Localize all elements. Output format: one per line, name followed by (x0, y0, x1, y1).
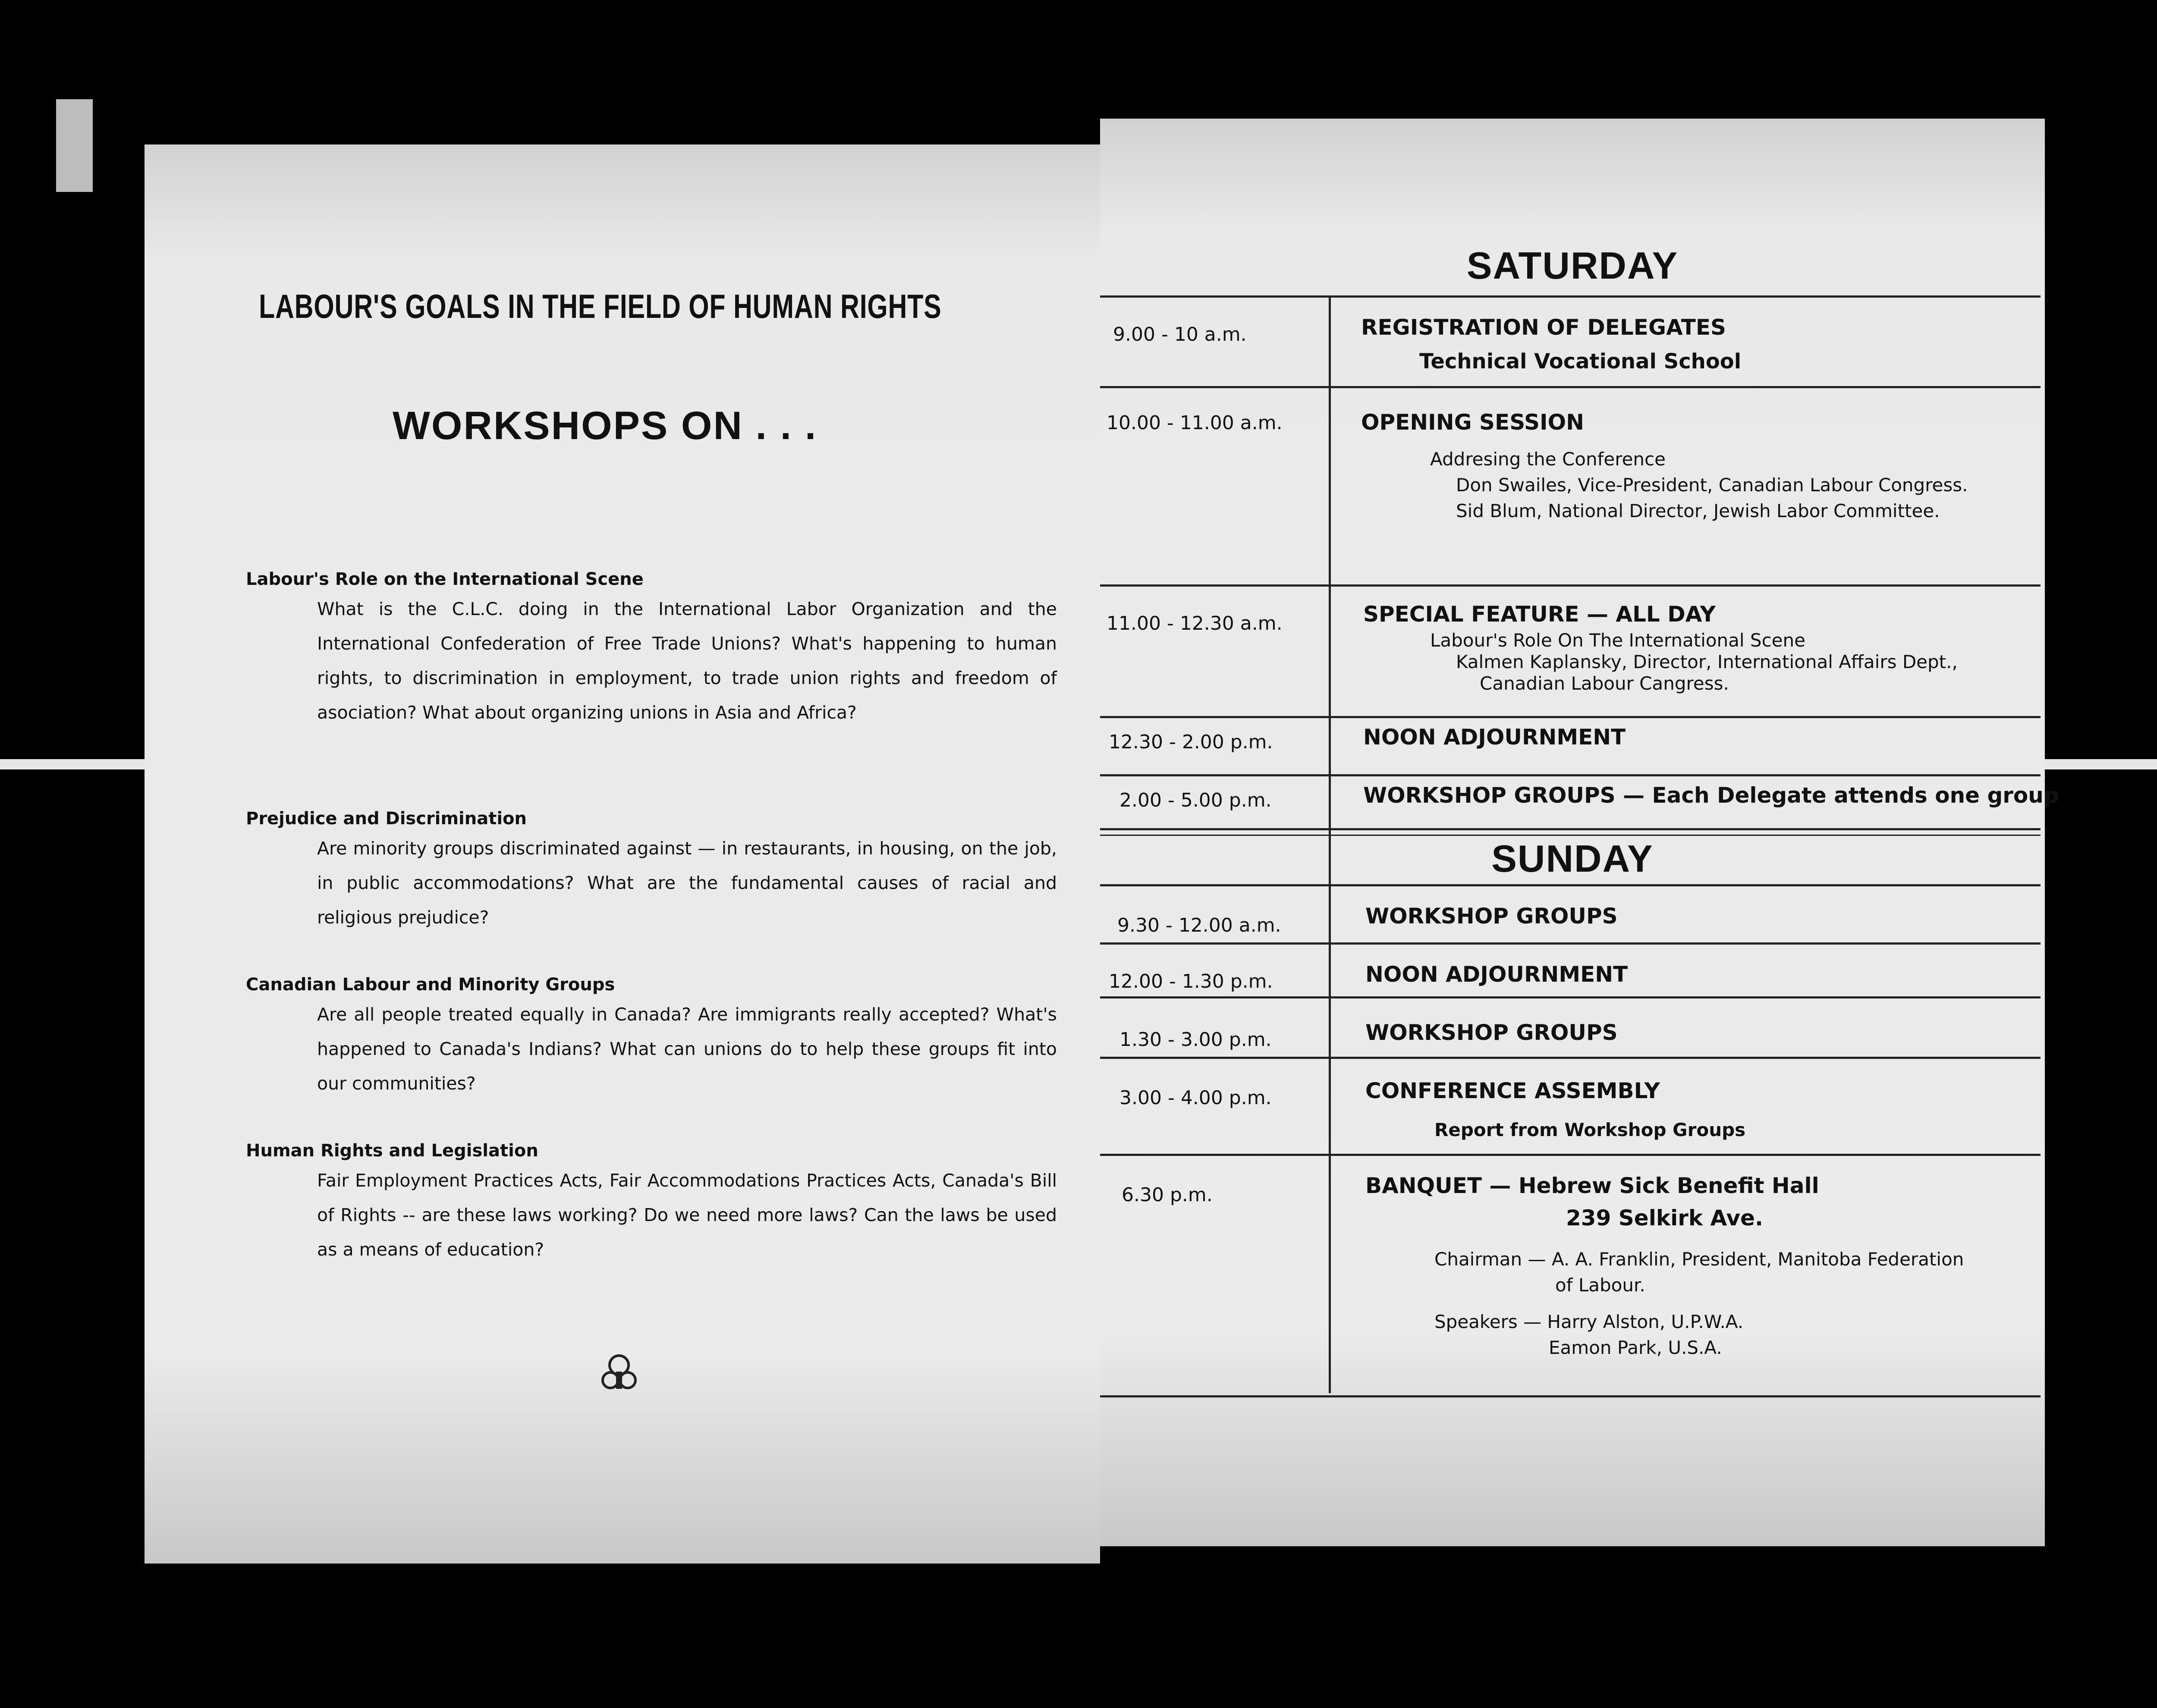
left-page (145, 144, 1100, 1564)
topic-international (246, 569, 1057, 730)
divider (1100, 996, 2041, 998)
divider (1100, 828, 2041, 830)
schedule-event-title: CONFERENCE ASSEMBLY (1365, 1078, 1660, 1103)
divider (1100, 884, 2041, 886)
schedule-event-detail: Chairman — A. A. Franklin, President, Manitoba Federation (1434, 1249, 1964, 1270)
union-emblem-icon (600, 1352, 638, 1395)
schedule-event-detail: Sid Blum, National Director, Jewish Labor Committee. (1456, 500, 1940, 521)
schedule-time: 3.00 - 4.00 p.m. (1119, 1087, 1272, 1109)
schedule-event-title: OPENING SESSION (1361, 410, 1584, 435)
column-divider (1329, 884, 1331, 1393)
schedule-event-subtitle: Technical Vocational School (1419, 349, 1742, 374)
schedule-time: 12.30 - 2.00 p.m. (1109, 731, 1273, 753)
schedule-event-detail: Addresing the Conference (1430, 449, 1666, 470)
page-title: LABOUR'S GOALS IN THE FIELD OF HUMAN RIGHTS (259, 287, 942, 325)
right-page (1100, 119, 2059, 1546)
schedule-time: 9.00 - 10 a.m. (1113, 323, 1247, 345)
schedule-event-detail: Don Swailes, Vice-President, Canadian Labour Congress. (1456, 474, 1968, 496)
schedule-event-title: NOON ADJOURNMENT (1365, 962, 1628, 987)
divider (1100, 295, 2041, 298)
schedule-event-detail: Kalmen Kaplansky, Director, International Affairs Dept., (1456, 651, 1958, 672)
schedule-event-title-line2: 239 Selkirk Ave. (1566, 1206, 1763, 1231)
divider (1100, 774, 2041, 776)
schedule-event-title: BANQUET — Hebrew Sick Benefit Hall (1365, 1173, 1819, 1198)
schedule-event-title: WORKSHOP GROUPS (1365, 1020, 1618, 1045)
schedule-event-title: WORKSHOP GROUPS — Each Delegate attends one group (1363, 783, 2059, 808)
topic-legislation (246, 1141, 1057, 1267)
schedule-time: 9.30 - 12.00 a.m. (1117, 914, 1281, 936)
divider (1100, 584, 2041, 587)
schedule-time: 6.30 p.m. (1122, 1184, 1213, 1206)
schedule-event-subtitle: Report from Workshop Groups (1434, 1119, 1746, 1140)
schedule-event-detail: Labour's Role On The International Scene (1430, 630, 1805, 651)
scan-edge-mark (56, 99, 93, 192)
topic-body: Are all people treated equally in Canada? Are immigrants really accepted? What's happened to Canada's Indians? What can unions do to help these groups fit into our communities? (317, 1004, 1057, 1094)
schedule-event-title: REGISTRATION OF DELEGATES (1361, 315, 1726, 340)
topic-body: Fair Employment Practices Acts, Fair Accommodations Practices Acts, Canada's Bill of Rights -- are these laws working? Do we need more laws? Can the laws be used as a means of education? (317, 1170, 1057, 1260)
divider (1100, 716, 2041, 718)
schedule-event-detail: Eamon Park, U.S.A. (1549, 1337, 1722, 1358)
topic-body: Are minority groups discriminated against — in restaurants, in housing, on the job, in public accommodations? What are the fundamental causes of racial and religious prejudice? (317, 838, 1057, 928)
topic-heading: Labour's Role on the International Scene (246, 569, 644, 589)
divider (1100, 835, 2041, 836)
divider (1100, 1395, 2041, 1397)
schedule-time: 1.30 - 3.00 p.m. (1119, 1029, 1272, 1051)
topic-heading: Prejudice and Discrimination (246, 809, 527, 829)
divider (1100, 1057, 2041, 1059)
divider (1100, 942, 2041, 945)
divider (1100, 1154, 2041, 1156)
schedule-event-detail: Speakers — Harry Alston, U.P.W.A. (1434, 1311, 1744, 1332)
topic-minority-groups (246, 975, 1057, 1101)
schedule-event-title: WORKSHOP GROUPS (1365, 904, 1618, 929)
schedule-event-detail: of Labour. (1555, 1275, 1645, 1296)
schedule-event-detail: Canadian Labour Cangress. (1480, 673, 1729, 694)
saturday-heading: SATURDAY (1466, 244, 1679, 287)
topic-prejudice (246, 809, 1057, 935)
workshops-heading: WORKSHOPS ON . . . (393, 404, 818, 448)
schedule-event-title: SPECIAL FEATURE — ALL DAY (1363, 602, 1716, 627)
schedule-time: 2.00 - 5.00 p.m. (1119, 789, 1272, 811)
schedule-time: 12.00 - 1.30 p.m. (1109, 970, 1273, 992)
divider (1100, 386, 2041, 388)
schedule-time: 11.00 - 12.30 a.m. (1107, 612, 1283, 634)
topic-body: What is the C.L.C. doing in the International Labor Organization and the International Confederation of Free Trade Unions? What's happening to human rights, to discrimination in employment, to trade union rights and freedom of asociation? What about organizing unions in Asia and Africa? (317, 599, 1057, 723)
topic-heading: Human Rights and Legislation (246, 1141, 538, 1161)
schedule-event-title: NOON ADJOURNMENT (1363, 725, 1626, 750)
schedule-time: 10.00 - 11.00 a.m. (1107, 412, 1283, 434)
topic-heading: Canadian Labour and Minority Groups (246, 975, 615, 995)
sunday-heading: SUNDAY (1491, 837, 1654, 880)
